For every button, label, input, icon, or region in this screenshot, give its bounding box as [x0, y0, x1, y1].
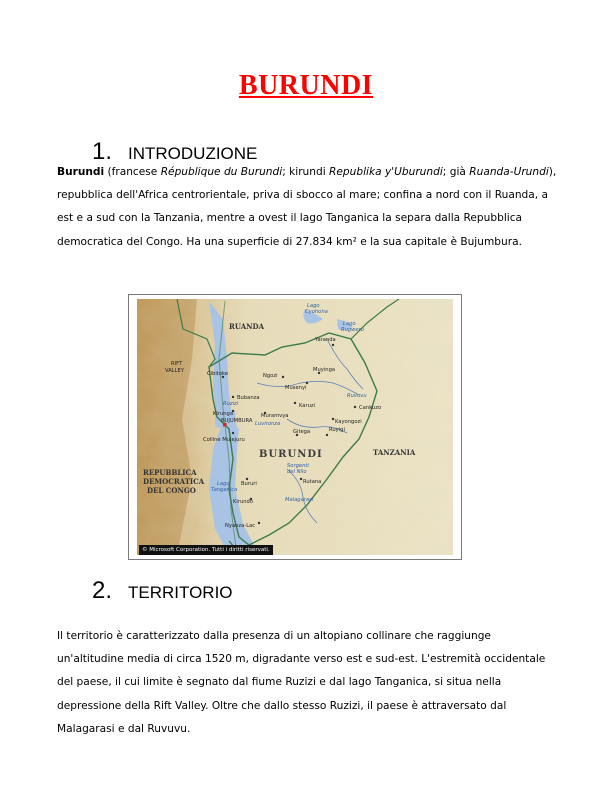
text-run: ; già [442, 166, 470, 178]
label-sorgenti-2: del Nilo [287, 469, 307, 475]
label-lago-rugwero-2: Rugwero [341, 327, 364, 333]
label-kirunga: Kirunga [213, 411, 234, 417]
label-gitega: Gitega [293, 429, 311, 435]
text-run: ; kirundi [282, 166, 330, 178]
section-1-title: INTRODUZIONE [128, 144, 258, 163]
label-congo-1: REPUBBLICA [143, 468, 197, 477]
label-muyinga: Muyinga [313, 367, 336, 373]
term-burundi: Burundi [57, 166, 105, 178]
label-ruanda: RUANDA [229, 322, 265, 331]
label-malagarasi: Malagarasi [285, 497, 314, 503]
section-1-paragraph [57, 161, 557, 254]
map-copyright: © Microsoft Corporation. Tutti i diritti riservati. [139, 545, 273, 555]
label-lago-tanganica-1: Lago [217, 481, 230, 487]
french-name: République du Burundi [160, 166, 283, 178]
section-2-heading [92, 577, 233, 605]
label-congo-3: DEL CONGO [147, 486, 196, 495]
section-2-paragraph: Il territorio è caratterizzato dalla presenza di un altopiano collinare che raggiunge un'altitudine media di circa 1520 m, digradante verso est e sud-est. L'estremità occidentale del paese, il cui limite è segnato dal fiume Ruzizi e dal lago Tanganica, si situa nella depressione della Rift Valley. Oltre che dallo stesso Ruzizi, il paese è attraversato dal Malagarasi e dal Ruvuvu. [57, 630, 546, 735]
label-nyanza-lac: Nyanza-Lac [225, 523, 256, 529]
label-colline: Colline Mujejuru [203, 437, 245, 443]
map-graphic [137, 299, 453, 555]
burundi-map [128, 294, 462, 560]
label-rift-1: RIFT [171, 361, 183, 367]
label-karuzi: Karuzi [299, 403, 316, 409]
label-rutana: Rutana [303, 479, 322, 485]
section-1-number: 1. [92, 138, 113, 165]
label-cibitoke: Cibitoke [207, 371, 229, 377]
label-bururi: Bururi [241, 481, 257, 487]
label-lago-cyohoha-2: Cyohoha [305, 309, 328, 315]
label-kayongozi: Kayongozi [335, 419, 362, 425]
label-burundi: BURUNDI [259, 449, 323, 460]
label-cankuzo: Cankuzo [359, 405, 382, 411]
section-2-number: 2. [92, 577, 113, 604]
label-ruvuvu: Ruvuvu [347, 393, 367, 399]
text-run: ), repubblica dell'Africa centrorientale, priva di sbocco al mare; confina a nord con il Ruanda, a est e a sud con la Tanzania, mentre a ovest il lago Tanganica la separa dalla Repubblica democratica del Congo. Ha una superficie di 27.834 km² e la sua capitale è Bujumbura. [57, 166, 557, 248]
label-muramvya: Muramvya [261, 413, 289, 419]
text-run: (francese [104, 166, 161, 178]
label-ruyigi: Ruyigi [329, 427, 345, 433]
label-lago-cyohoha-1: Lago [307, 303, 320, 309]
section-2-title: TERRITORIO [128, 583, 233, 602]
former-name: Ruanda-Urundi [469, 166, 549, 178]
label-ngozi: Ngozi [263, 373, 278, 379]
label-kirundo: Kirundo [233, 499, 254, 505]
label-lago-tanganica-2: Tanganica [211, 487, 238, 493]
kirundi-name: Republika y'Uburundi [329, 166, 443, 178]
label-tanzania: TANZANIA [373, 448, 416, 457]
label-sorgenti-1: Sorgenti [287, 463, 309, 469]
label-ruzizi: Ruzizi [223, 401, 239, 407]
label-bujumbura: BUJUMBURA [221, 418, 253, 424]
label-bubanza: Bubanza [237, 395, 260, 401]
label-musenyi: Musenyi [285, 385, 307, 391]
label-congo-2: DEMOCRATICA [143, 477, 205, 486]
label-rift-2: VALLEY [165, 368, 184, 374]
label-lago-rugwero-1: Lago [343, 321, 356, 327]
label-yaranda: Yaranda [315, 337, 336, 343]
document-title: BURUNDI [238, 70, 374, 101]
label-luvironza: Luvironza [255, 421, 281, 427]
